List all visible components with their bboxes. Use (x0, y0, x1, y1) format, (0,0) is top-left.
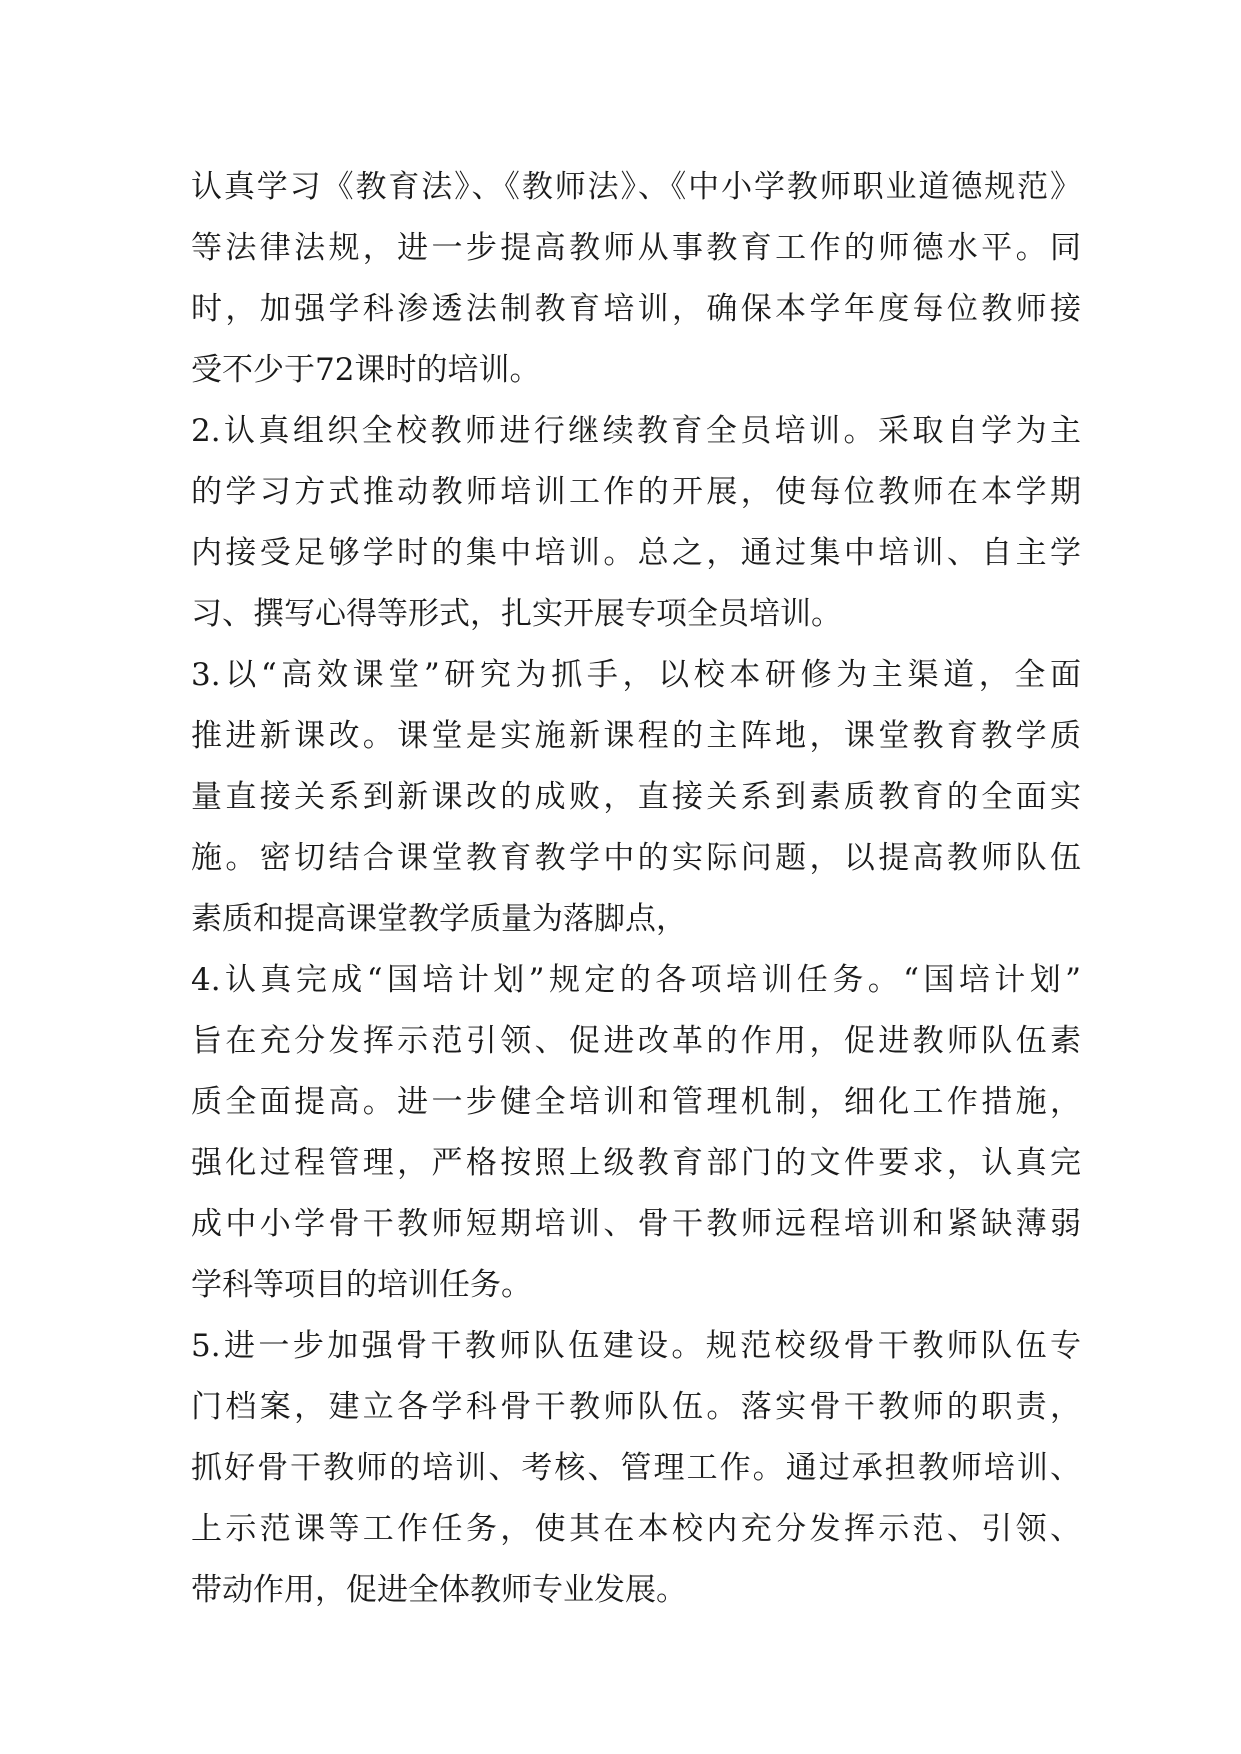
text-line: 质全面提高。进一步健全培训和管理机制，细化工作措施， (191, 1084, 1081, 1120)
text-line: 2.认真组织全校教师进行继续教育全员培训。采取自学为主 (191, 413, 1081, 449)
text-line: 带动作用，促进全体教师专业发展。 (191, 1572, 687, 1608)
text-line: 门档案，建立各学科骨干教师队伍。落实骨干教师的职责， (191, 1389, 1081, 1425)
text-line: 5.进一步加强骨干教师队伍建设。规范校级骨干教师队伍专 (191, 1328, 1081, 1364)
text-line: 受不少于72课时的培训。 (191, 352, 541, 388)
text-line: 等法律法规，进一步提高教师从事教育工作的师德水平。同 (191, 230, 1081, 266)
text-line: 时，加强学科渗透法制教育培训，确保本学年度每位教师接 (191, 291, 1081, 327)
text-line: 习、撰写心得等形式，扎实开展专项全员培训。 (191, 596, 842, 632)
text-line: 上示范课等工作任务，使其在本校内充分发挥示范、引领、 (191, 1511, 1081, 1547)
text-line: 学科等项目的培训任务。 (191, 1267, 532, 1303)
text-line: 成中小学骨干教师短期培训、骨干教师远程培训和紧缺薄弱 (191, 1206, 1081, 1242)
text-line: 量直接关系到新课改的成败，直接关系到素质教育的全面实 (191, 779, 1081, 815)
text-line: 的学习方式推动教师培训工作的开展，使每位教师在本学期 (191, 474, 1081, 510)
text-line: 强化过程管理，严格按照上级教育部门的文件要求，认真完 (191, 1145, 1081, 1181)
text-line: 内接受足够学时的集中培训。总之，通过集中培训、自主学 (191, 535, 1081, 571)
text-line: 旨在充分发挥示范引领、促进改革的作用，促进教师队伍素 (191, 1023, 1081, 1059)
text-line: 施。密切结合课堂教育教学中的实际问题，以提高教师队伍 (191, 840, 1081, 876)
text-line: 3.以“高效课堂”研究为抓手，以校本研修为主渠道，全面 (191, 657, 1081, 693)
text-line: 认真学习《教育法》、《教师法》、《中小学教师职业道德规范》 (191, 169, 1081, 205)
text-line: 素质和提高课堂教学质量为落脚点， (191, 901, 687, 937)
document-body (191, 157, 1081, 1621)
text-line: 4.认真完成“国培计划”规定的各项培训任务。“国培计划” (191, 962, 1081, 998)
text-line: 推进新课改。课堂是实施新课程的主阵地，课堂教育教学质 (191, 718, 1081, 754)
text-line: 抓好骨干教师的培训、考核、管理工作。通过承担教师培训、 (191, 1450, 1081, 1486)
